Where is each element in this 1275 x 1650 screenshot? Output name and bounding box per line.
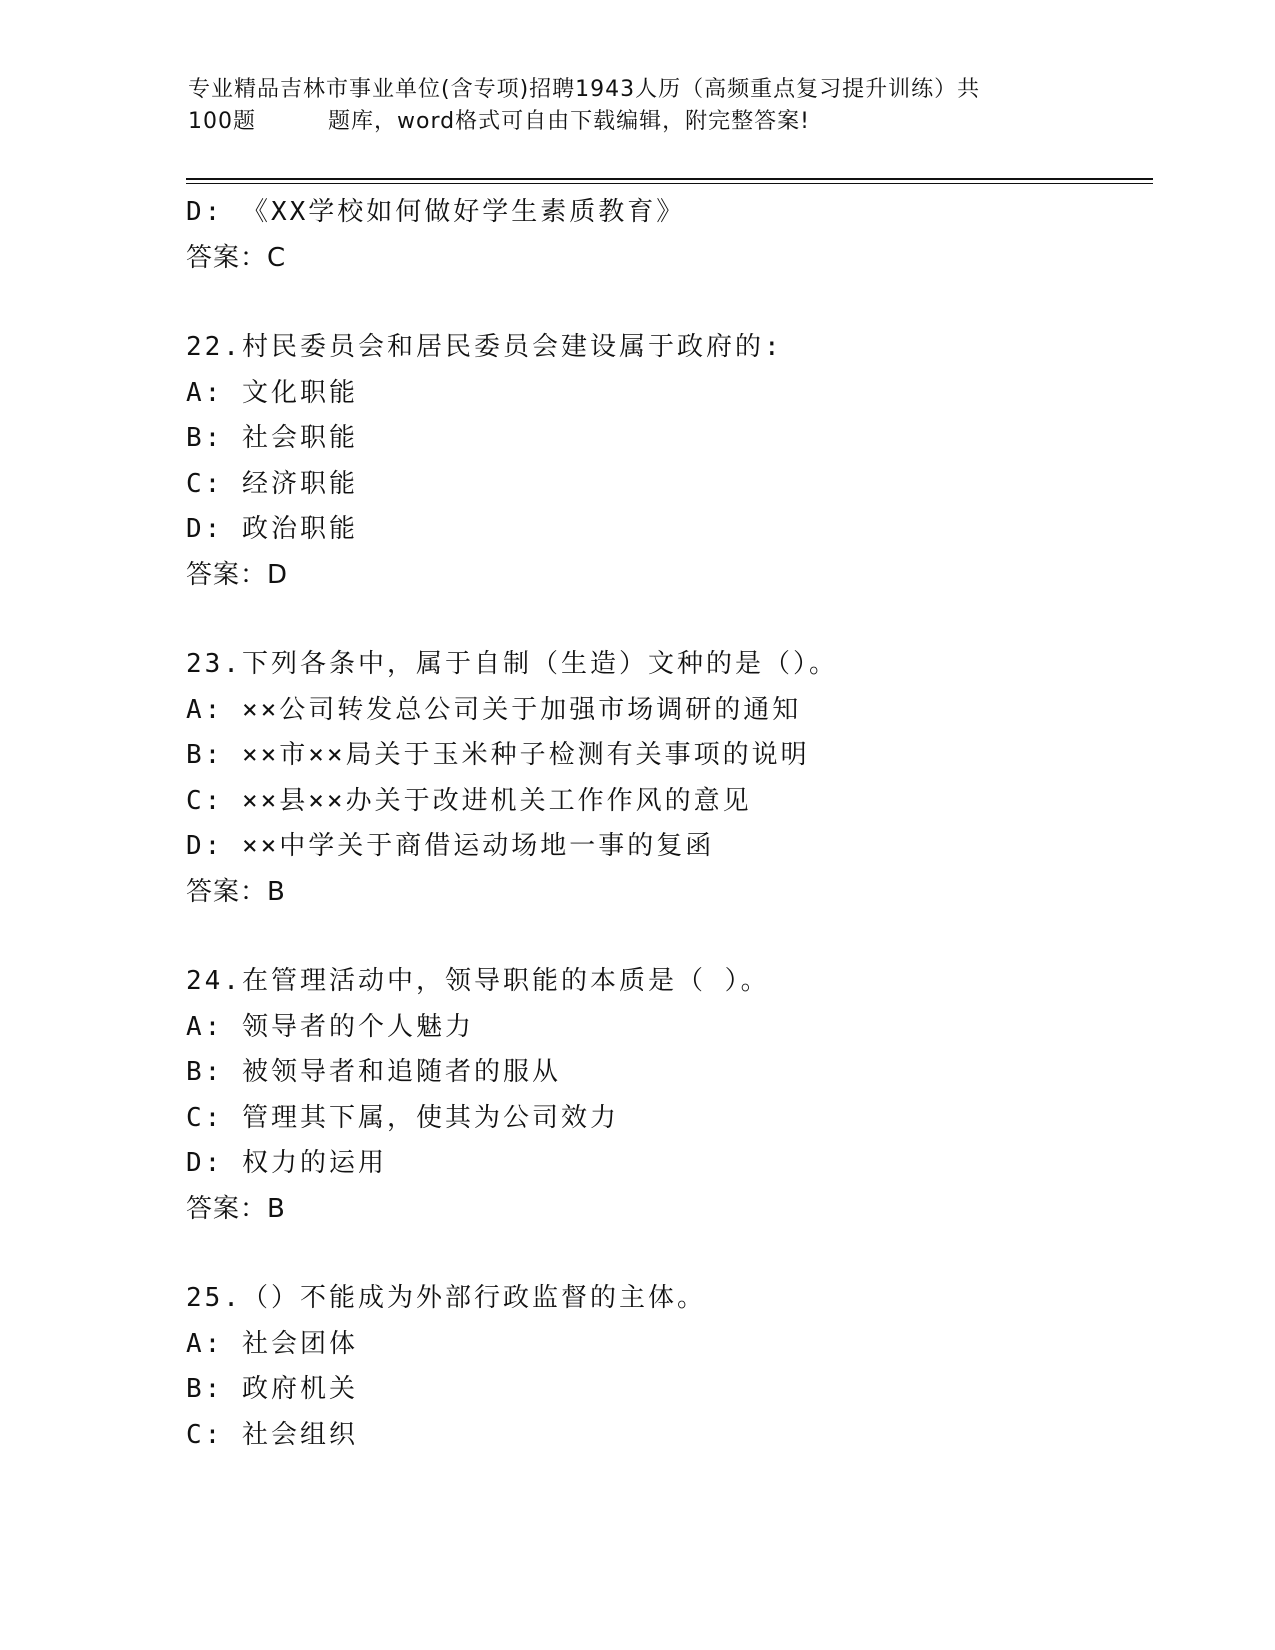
question-25	[186, 1276, 1146, 1458]
option-d: D: 《XX学校如何做好学生素质教育》	[186, 197, 686, 227]
option-c: C: 社会组织	[186, 1419, 358, 1450]
header-title-line2	[188, 106, 1088, 138]
question-24	[186, 959, 1146, 1232]
header-question-count: 100题	[188, 109, 256, 134]
answer: 答案：B	[186, 1193, 286, 1224]
header-divider-thin	[186, 183, 1153, 184]
document-header	[188, 74, 1088, 138]
question-list	[186, 190, 1146, 1458]
answer: 答案：B	[186, 876, 286, 907]
answer: 答案：C	[186, 242, 287, 273]
option-b: B: 政府机关	[186, 1374, 358, 1404]
answer: 答案：D	[186, 559, 289, 590]
question-stem: 25.（）不能成为外部行政监督的主体。	[186, 1283, 706, 1313]
option-d: D: 政治职能	[186, 514, 358, 544]
question-stem: 23.下列各条中，属于自制（生造）文种的是（）。	[186, 649, 838, 679]
option-a: A: ××公司转发总公司关于加强市场调研的通知	[186, 694, 802, 725]
option-a: A: 领导者的个人魅力	[186, 1011, 474, 1042]
header-title-line1: 专业精品吉林市事业单位(含专项)招聘1943人历（高频重点复习提升训练）共	[188, 77, 981, 102]
option-c: C: 经济职能	[186, 468, 358, 499]
option-d: D: ××中学关于商借运动场地一事的复函	[186, 831, 715, 861]
option-a: A: 社会团体	[186, 1328, 358, 1359]
option-d: D: 权力的运用	[186, 1148, 387, 1178]
question-stem: 22.村民委员会和居民委员会建设属于政府的:	[186, 332, 783, 362]
option-b: B: 被领导者和追随者的服从	[186, 1057, 561, 1087]
option-a: A: 文化职能	[186, 377, 358, 408]
previous-question-tail	[186, 190, 1146, 281]
option-c: C: 管理其下属，使其为公司效力	[186, 1102, 619, 1133]
option-c: C: ××县××办关于改进机关工作作风的意见	[186, 785, 752, 816]
question-23	[186, 642, 1146, 915]
option-b: B: 社会职能	[186, 423, 358, 453]
option-b: B: ××市××局关于玉米种子检测有关事项的说明	[186, 740, 810, 770]
question-stem: 24.在管理活动中，领导职能的本质是（ ）。	[186, 966, 770, 996]
header-description: 题库，word格式可自由下载编辑，附完整答案!	[328, 109, 810, 134]
header-divider-thick	[186, 178, 1153, 180]
question-22	[186, 325, 1146, 598]
